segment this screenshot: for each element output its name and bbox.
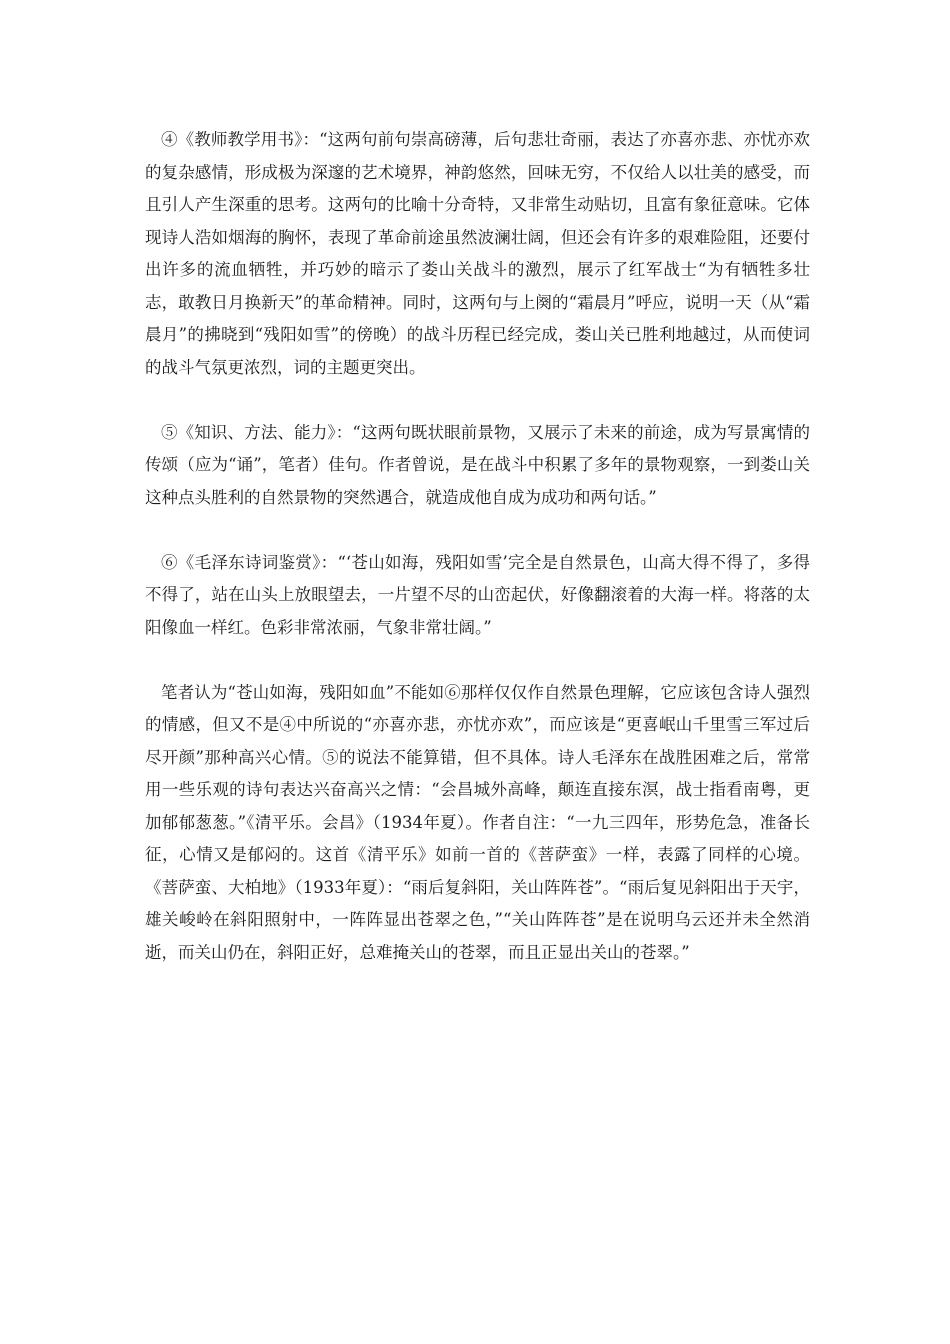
paragraph-gap — [145, 384, 810, 417]
document-page — [145, 124, 810, 969]
paragraph-knowledge-method: ⑤《知识、方法、能力》：“这两句既状眼前景物，又展示了未来的前途，成为写景寓情的传颂（应为“诵”，笔者）佳句。作者曾说，是在战斗中积累了多年的景物观察，一到娄山关这种点头胜利的自然景物的突然遇合，就造成他自成为成功和两句话。” — [145, 422, 810, 507]
paragraph-gap — [145, 514, 810, 547]
paragraph-gap — [145, 644, 810, 677]
paragraph-author-opinion: 笔者认为“苍山如海，残阳如血”不能如⑥那样仅仅作自然景色理解，它应该包含诗人强烈的情感，但又不是④中所说的“亦喜亦悲，亦忧亦欢”，而应该是“更喜岷山千里雪三军过后尽开颜”那种高兴心情。⑤的说法不能算错，但不具体。诗人毛泽东在战胜困难之后，常常用一些乐观的诗句表达兴奋高兴之情：“会昌城外高峰，颠连直接东溟，战士指看南粤，更加郁郁葱葱。”《清平乐。会昌》（1934年夏）。作者自注：“一九三四年，形势危急，准备长征，心情又是郁闷的。这首《清平乐》如前一首的《菩萨蛮》一样，表露了同样的心境。《菩萨蛮、大柏地》（1933年夏）：“雨后复斜阳，关山阵阵苍”。“雨后复见斜阳出于天宇，雄关峻岭在斜阳照射中，一阵阵显出苍翠之色，”“关山阵阵苍”是在说明乌云还并未全然消逝，而关山仍在，斜阳正好，总难掩关山的苍翠，而且正显出关山的苍翠。” — [145, 682, 810, 962]
paragraph-poetry-appreciation: ⑥《毛泽东诗词鉴赏》：“‘苍山如海，残阳如雪’完全是自然景色，山高大得不得了，多得不得了，站在山头上放眼望去，一片望不尽的山峦起伏，好像翻滚着的大海一样。将落的太阳像血一样红。色彩非常浓丽，气象非常壮阔。” — [145, 552, 810, 637]
paragraph-teacher-book: ④《教师教学用书》：“这两句前句崇高磅薄，后句悲壮奇丽，表达了亦喜亦悲、亦忧亦欢的复杂感情，形成极为深邃的艺术境界，神韵悠然，回味无穷，不仅给人以壮美的感受，而且引人产生深重的思考。这两句的比喻十分奇特，又非常生动贴切，且富有象征意味。它体现诗人浩如烟海的胸怀，表现了革命前途虽然波澜壮阔，但还会有许多的艰难险阻，还要付出许多的流血牺牲，并巧妙的暗示了娄山关战斗的激烈，展示了红军战士“为有牺牲多壮志，敢教日月换新天”的革命精神。同时，这两句与上阕的“霜晨月”呼应，说明一天（从“霜晨月”的拂晓到“残阳如雪”的傍晚）的战斗历程已经完成，娄山关已胜利地越过，从而使词的战斗气氛更浓烈，词的主题更突出。 — [145, 130, 810, 377]
